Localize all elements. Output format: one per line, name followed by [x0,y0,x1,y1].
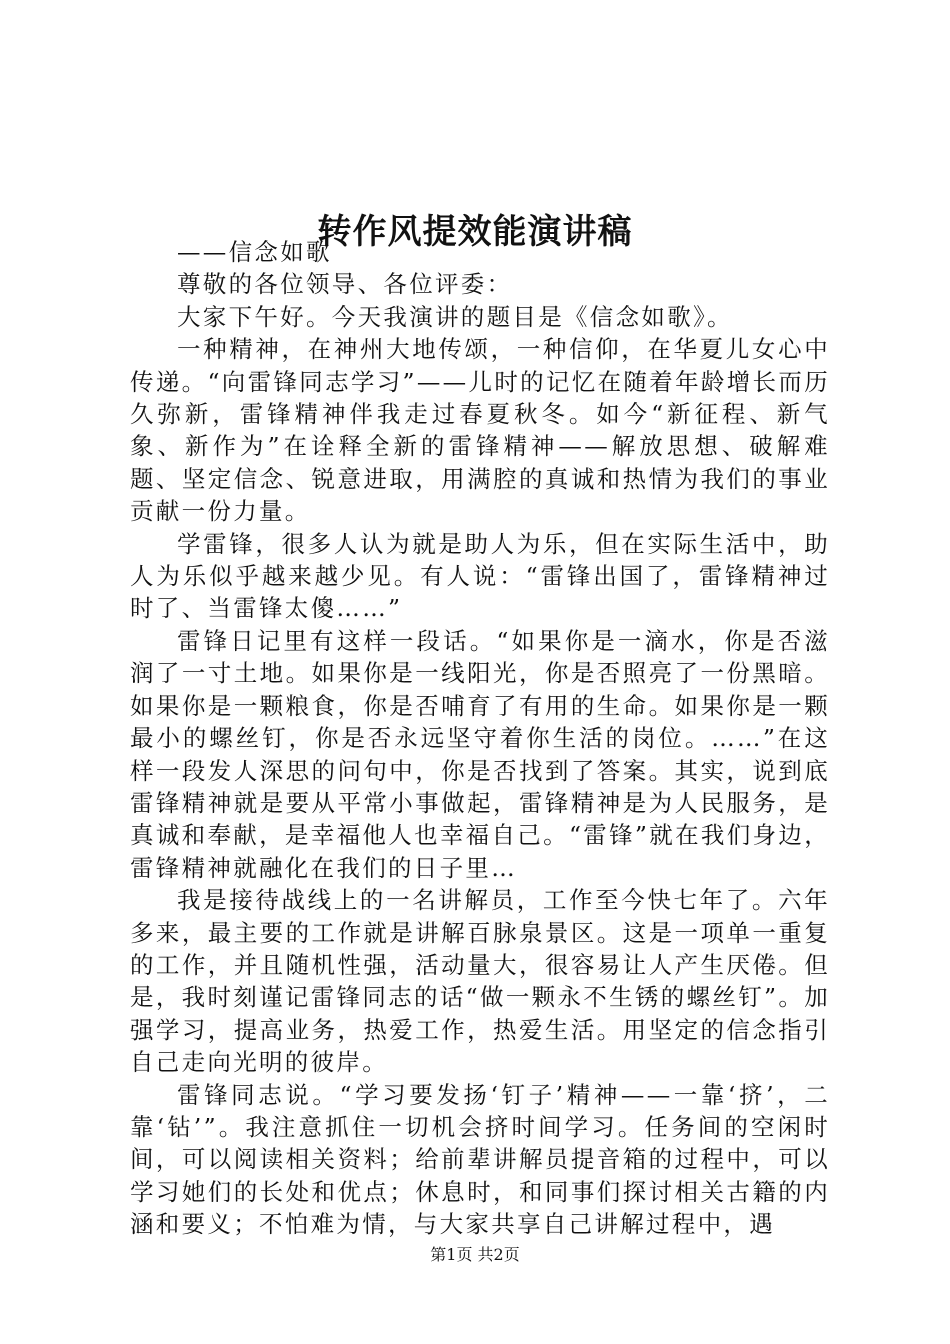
body-paragraph: 一种精神，在神州大地传颂，一种信仰，在华夏儿女心中传递。“向雷锋同志学习”——儿时的记忆在随着年龄增长而历久弥新，雷锋精神伴我走过春夏秋冬。如今“新征程、新气象、新作为”在诠释全新的雷锋精神——解放思想、破解难题、坚定信念、锐意进取，用满腔的真诚和热情为我们的事业贡献一份力量。 [130,335,830,526]
salutation: 尊敬的各位领导、各位评委： [177,270,513,299]
body-paragraph: 雷锋日记里有这样一段话。“如果你是一滴水，你是否滋润了一寸土地。如果你是一线阳光，你是否照亮了一份黑暗。如果你是一颗粮食，你是否哺育了有用的生命。如果你是一颗最小的螺丝钉，你是否永远坚守着你生活的岗位。……”在这样一段发人深思的问句中，你是否找到了答案。其实，说到底雷锋精神就是要从平常小事做起，雷锋精神是为人民服务，是真诚和奉献，是幸福他人也幸福自己。“雷锋”就在我们身边，雷锋精神就融化在我们的日子里… [130,626,830,882]
page-number-footer: 第1页 共2页 [430,1245,520,1264]
greeting-paragraph: 大家下午好。今天我演讲的题目是《信念如歌》。 [177,302,733,331]
page-title: 转作风提效能演讲稿 [317,211,633,252]
body-paragraph: 雷锋同志说。“学习要发扬‘钉子’精神——一靠‘挤’，二靠‘钻’”。我注意抓住一切机会挤时间学习。任务间的空闲时间，可以阅读相关资料；给前辈讲解员提音箱的过程中，可以学习她们的长处和优点；休息时，和同事们探讨相关古籍的内涵和要义；不怕难为情，与大家共享自己讲解过程中，遇 [130,1080,830,1239]
body-paragraph: 我是接待战线上的一名讲解员，工作至今快七年了。六年多来，最主要的工作就是讲解百脉泉景区。这是一项单一重复的工作，并且随机性强，活动量大，很容易让人产生厌倦。但是，我时刻谨记雷锋同志的话“做一颗永不生锈的螺丝钉”。加强学习，提高业务，热爱工作，热爱生活。用坚定的信念指引自己走向光明的彼岸。 [130,886,830,1077]
subtitle-line: ——信念如歌 [177,238,332,266]
body-paragraph: 学雷锋，很多人认为就是助人为乐，但在实际生活中，助人为乐似乎越来越少见。有人说：“雷锋出国了，雷锋精神过时了、当雷锋太傻……” [130,529,830,623]
document-body [130,236,830,1241]
